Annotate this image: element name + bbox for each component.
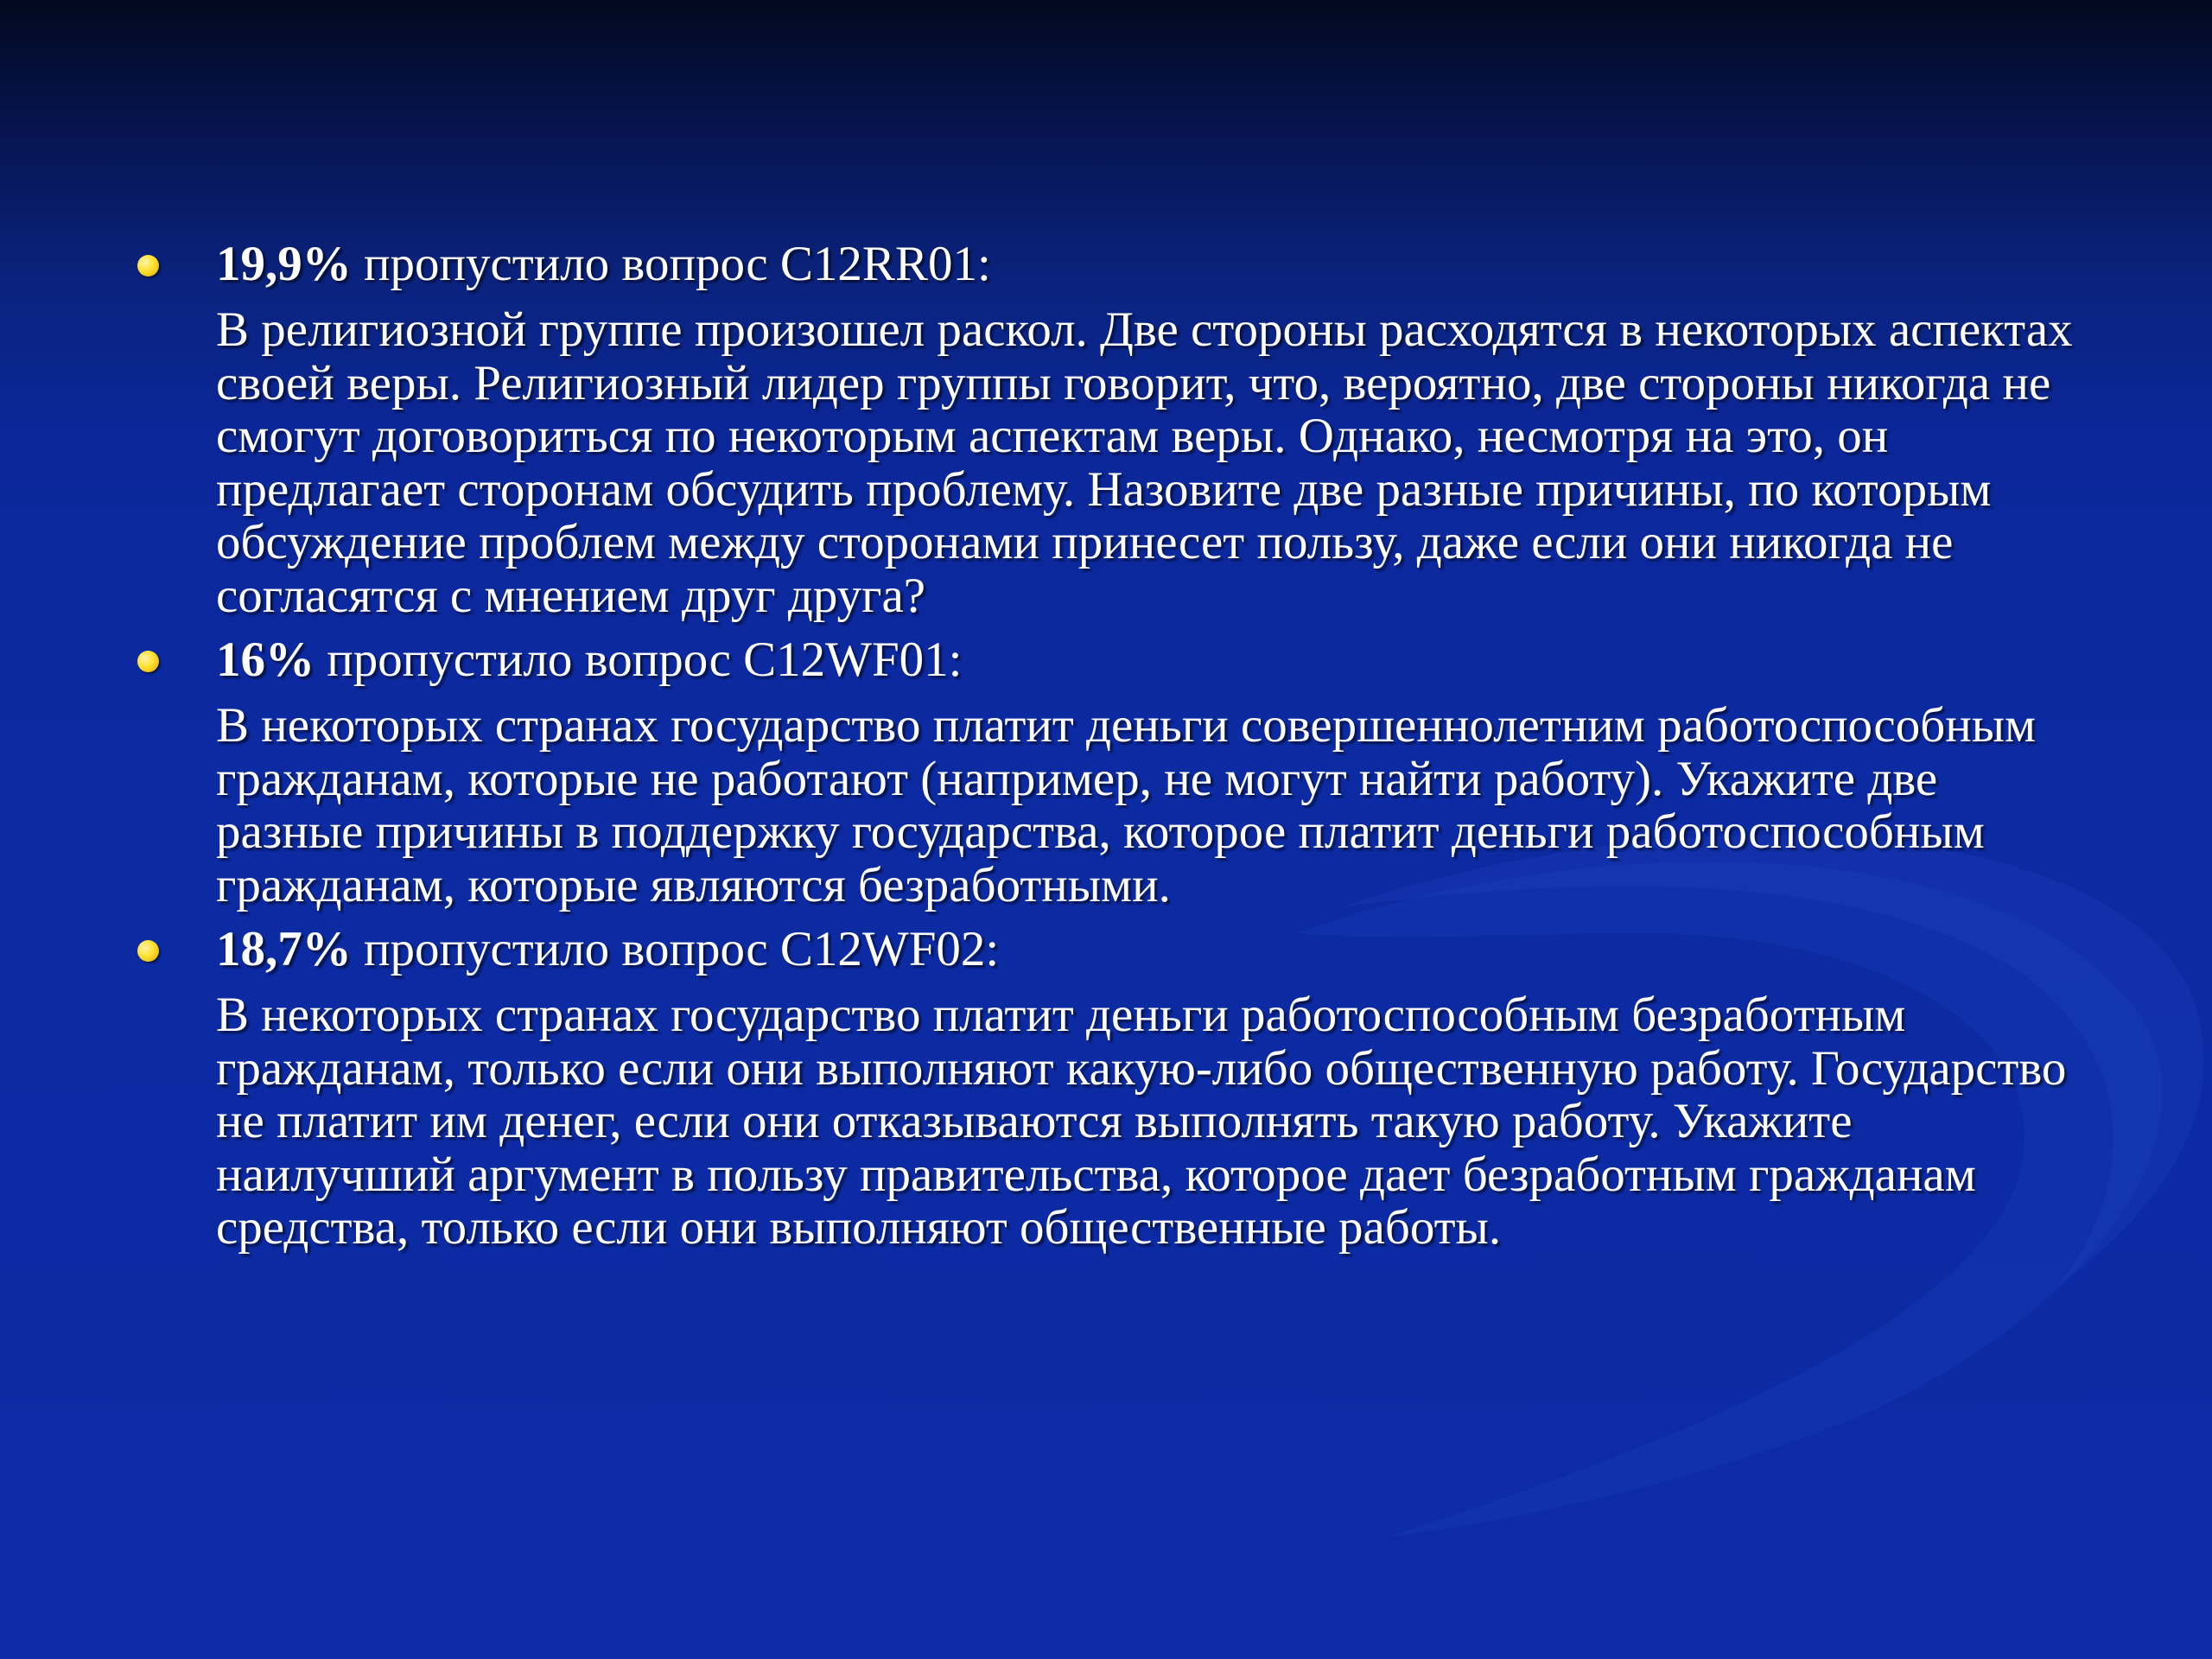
question-text-3: В некоторых странах государство платит деньги работоспособным безработным гражданам, только если они выполняют какую-либо общественную работу. Государство не платит им денег, если они отказываются выполнять такую работу. Укажите наилучший аргумент в пользу правительства, которое дает безработным гражданам средства, только если они выполняют общественные работы. — [216, 988, 2067, 1255]
percent-value: 16% — [216, 632, 315, 687]
percent-value: 18,7% — [216, 922, 352, 976]
bullet-item-2 — [130, 631, 2117, 690]
question-text-1: В религиозной группе произошел раскол. Две стороны расходятся в некоторых аспектах своей веры. Религиозный лидер группы говорит, что, вероятно, две стороны никогда не смогут договориться по некоторым аспектам веры. Однако, несмотря на это, он предлагает сторонам обсудить проблему. Назовите две разные причины, по которым обсуждение проблем между сторонами принесет пользу, даже если они никогда не согласятся с мнением друг друга? — [216, 302, 2073, 623]
question-text-2: В некоторых странах государство платит деньги совершеннолетним работоспособным гражданам, которые не работают (например, не могут найти работу). Укажите две разные причины в поддержку государства, которое платит деньги работоспособным гражданам, которые являются безработными. — [216, 698, 2037, 912]
bullet-dot-icon — [137, 255, 159, 276]
bullet-item-3 — [130, 920, 2117, 979]
slide-content — [130, 235, 2117, 1263]
bullet-dot-icon — [137, 651, 159, 672]
bullet-label: пропустило вопрос C12WF02: — [351, 922, 1000, 976]
bullet-label: пропустило вопрос C12WF01: — [315, 632, 963, 687]
bullet-item-1 — [130, 235, 2117, 294]
percent-value: 19,9% — [216, 237, 352, 291]
bullet-label: пропустило вопрос C12RR01: — [351, 237, 991, 291]
bullet-dot-icon — [137, 940, 159, 962]
